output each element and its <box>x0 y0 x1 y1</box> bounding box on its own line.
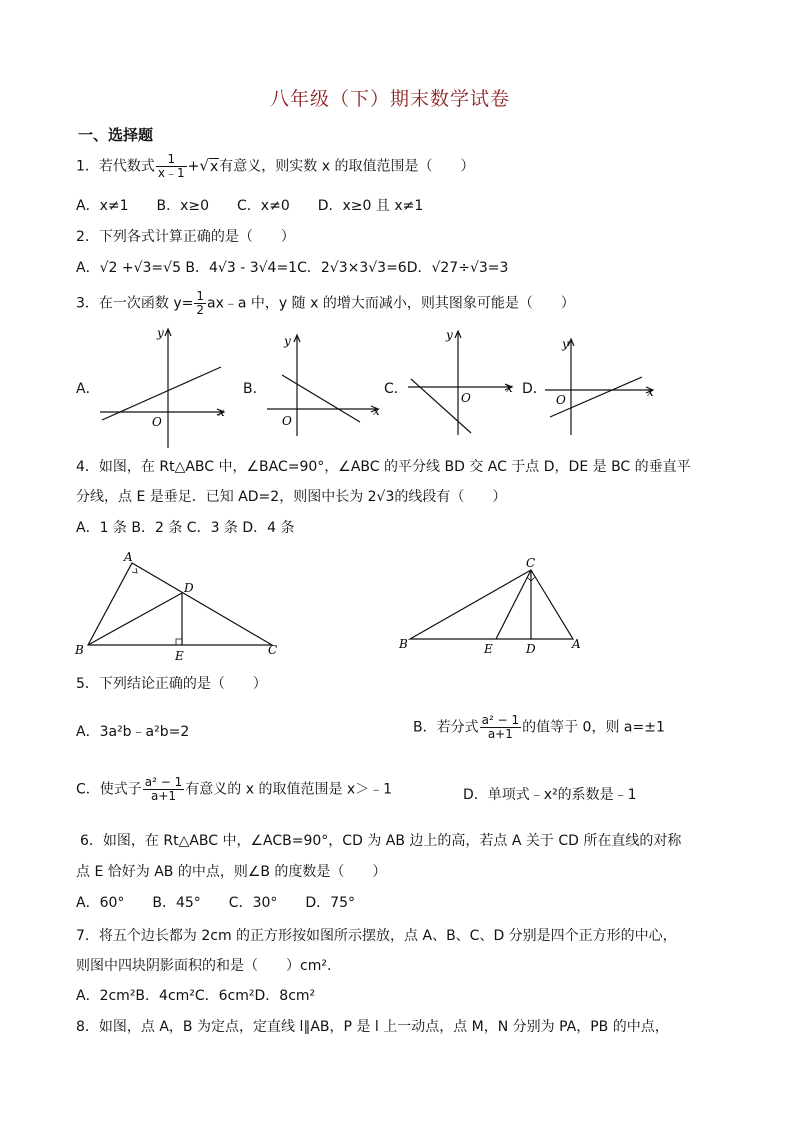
point-label: C <box>526 556 536 570</box>
question-5-option-a: A．3a²b﹣a²b=2 <box>76 724 190 740</box>
graph-d <box>540 335 660 440</box>
question-6-line-2: 点 E 恰好为 AB 的中点，则∠B 的度数是（ ） <box>76 864 387 880</box>
point-label: D <box>184 581 194 595</box>
x-axis-label: x <box>506 381 513 395</box>
question-8-line-1: 8．如图，点 A，B 为定点，定直线 l∥AB，P 是 l 上一动点，点 M，N 分别为 PA，PB 的中点， <box>76 1019 669 1035</box>
question-5-option-b: B．若分式 $\frac{\text{a² − 1}}{a+1}$ 的值等于 0，则 a=±1 <box>413 713 665 742</box>
fraction: $\frac{\text{a² − 1}}{a+1}$ <box>481 713 520 742</box>
point-label: C <box>268 643 278 657</box>
page-title: 八年级（下）期末数学试卷 <box>270 88 511 110</box>
question-5-option-d: D．单项式﹣x²的系数是﹣1 <box>463 787 637 803</box>
question-2-stem: 2．下列各式计算正确的是（ ） <box>76 229 295 245</box>
option-label-c: C． <box>384 381 408 397</box>
y-axis-label: y <box>562 337 569 351</box>
option-label-d: D． <box>522 381 547 397</box>
x-axis-label: x <box>647 385 654 399</box>
figure-triangle-abc-1 <box>70 548 290 663</box>
point-label: E <box>175 649 184 663</box>
section-heading: 一、选择题 <box>78 126 154 144</box>
figure-triangle-abc-2 <box>395 555 590 660</box>
question-7-line-2: 则图中四块阴影面积的和是（ ）cm². <box>76 958 332 974</box>
y-axis-label: y <box>284 334 291 348</box>
question-7-line-1: 7．将五个边长都为 2cm 的正方形按如图所示摆放，点 A、B、C、D 分别是四个正方形的中心， <box>76 928 677 944</box>
point-label: B <box>399 637 408 651</box>
question-5-option-c: C．使式子 $\frac{\text{a² − 1}}{a+1}$ 有意义的 x 的取值范围是 x＞﹣1 <box>76 775 393 804</box>
origin-label: O <box>461 391 471 405</box>
origin-label: O <box>152 415 162 429</box>
option-label-b: B． <box>243 381 267 397</box>
question-4-line-1: 4．如图，在 Rt△ABC 中，∠BAC=90°，∠ABC 的平分线 BD 交 AC 于点 D，DE 是 BC 的垂直平 <box>76 459 691 475</box>
point-label: D <box>526 642 536 656</box>
question-1-options: A．x≠1 B．x≥0 C．x≠0 D．x≥0 且 x≠1 <box>76 198 424 214</box>
question-6-options: A．60° B．45° C．30° D．75° <box>76 895 355 911</box>
question-4-options: A．1 条 B．2 条 C．3 条 D．4 条 <box>76 520 295 536</box>
fraction: $\frac{\text{a² − 1}}{a+1}$ <box>144 775 183 804</box>
point-label: E <box>484 642 493 656</box>
x-axis-label: x <box>373 404 380 418</box>
question-3-stem: 3．在一次函数 y= $\frac{1}{2}$ ax﹣a 中，y 随 x 的增大而减小，则其图象可能是（ ） <box>76 289 575 318</box>
y-axis-label: y <box>446 328 453 342</box>
point-label: A <box>124 550 133 564</box>
graph-b <box>262 330 387 440</box>
fraction: $\frac{1}{2}$ <box>196 289 205 318</box>
graph-a <box>95 322 230 450</box>
option-label-a: A． <box>76 381 100 397</box>
y-axis-label: y <box>157 326 164 340</box>
origin-label: O <box>556 393 566 407</box>
question-7-options: A．2cm²B．4cm²C．6cm²D．8cm² <box>76 988 316 1004</box>
question-4-line-2: 分线，点 E 是垂足．已知 AD=2，则图中长为 2√3的线段有（ ） <box>76 489 507 505</box>
point-label: A <box>572 637 581 651</box>
graph-c <box>403 325 518 440</box>
question-2-options: A．√2 +√3=√5 B．4√3 - 3√4=1C．2√3×3√3=6D．√27÷√3=3 <box>76 260 509 276</box>
fraction: $\frac{1}{x﹣1}$ <box>157 152 185 181</box>
point-label: B <box>75 643 84 657</box>
question-5-stem: 5．下列结论正确的是（ ） <box>76 676 267 692</box>
x-axis-label: x <box>218 405 225 419</box>
question-6-line-1: 6．如图，在 Rt△ABC 中，∠ACB=90°，CD 为 AB 边上的高，若点 A 关于 CD 所在直线的对称 <box>80 833 682 849</box>
origin-label: O <box>282 414 292 428</box>
question-1-stem: 1．若代数式 $\frac{1}{x﹣1}$ +√x有意义，则实数 x 的取值范围是（ ） <box>76 152 475 181</box>
